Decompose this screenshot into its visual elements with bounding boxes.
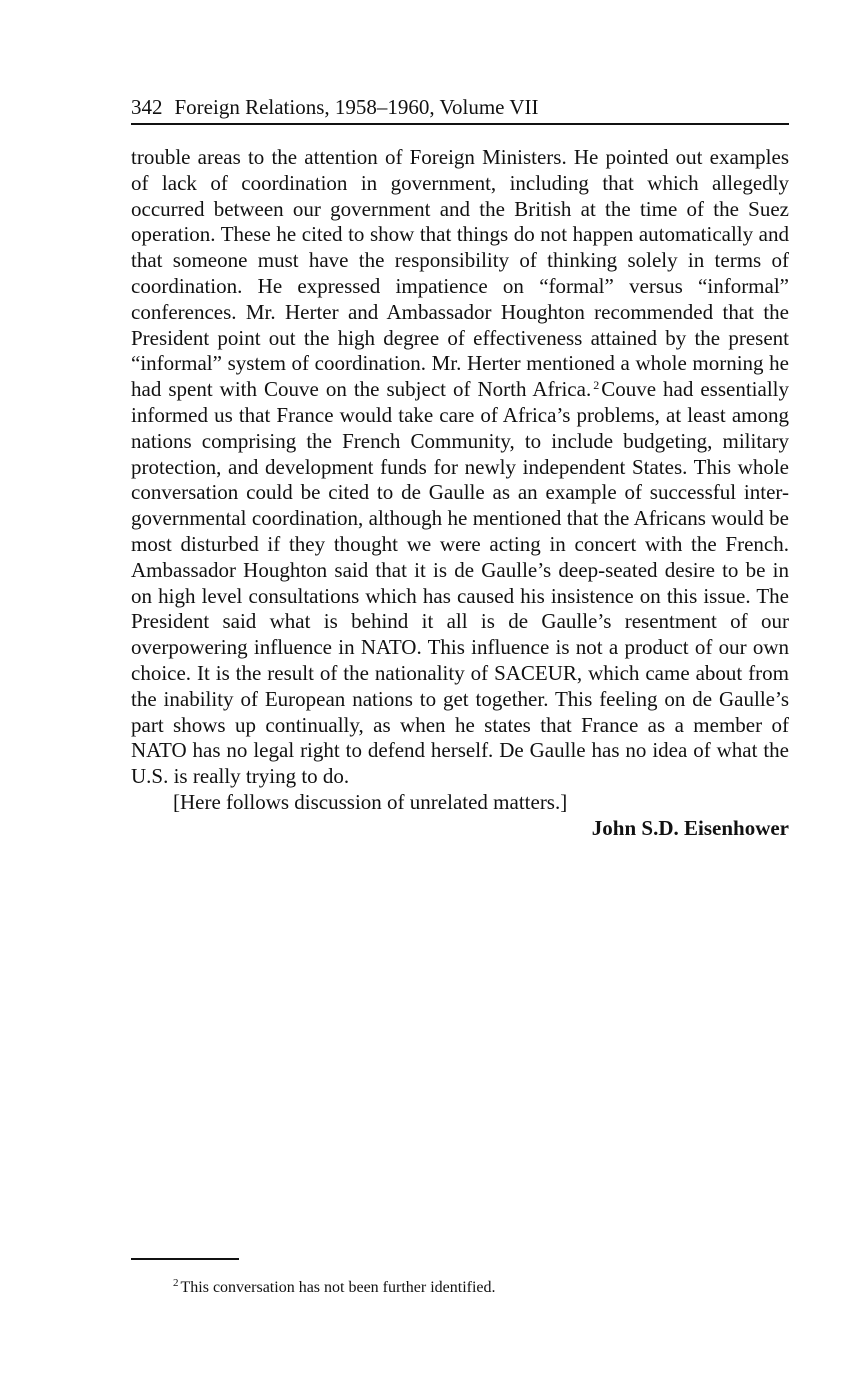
running-head (131, 94, 789, 120)
signature: John S.D. Eisenhower (591, 815, 789, 840)
paragraph-text-part-2: Couve had essentially informed us that France would take care of Africa’s problems, at least among nations comprising the French Community, to include budgeting, military protection, and development funds for newly independent States. This whole conversation could be cited to de Gaulle as an example of successful inter-governmental coordination, although he mentioned that the Africans would be most disturbed if they thought we were acting in concert with the French. Ambassador Houghton said that it is de Gaulle’s deep-seated desire to be in on high level consultations which has caused his insistence on this issue. The President said what is behind it all is de Gaulle’s resentment of our overpowering influence in NATO. This influence is not a product of our own choice. It is the result of the nationality of SACEUR, which came about from the inability of European nations to get together. This feeling on de Gaulle’s part shows up continually, as when he states that France as a member of NATO has no legal right to defend herself. De Gaulle has no idea of what the U.S. is really trying to do. (131, 377, 790, 789)
editorial-note: [Here follows discussion of unrelated matters.] (173, 789, 568, 814)
body-text (131, 145, 789, 842)
header-rule (131, 123, 789, 125)
footnote-text: This conversation has not been further identified. (180, 1279, 496, 1296)
body-paragraph (131, 145, 789, 790)
running-title: Foreign Relations, 1958–1960, Volume VII (174, 95, 539, 119)
footnote-reference: 2 (593, 378, 600, 393)
footnote-number: 2 (173, 1277, 179, 1289)
footnote (173, 1277, 789, 1299)
page-number: 342 (131, 95, 163, 119)
paragraph-text-part-1: trouble areas to the attention of Foreign Ministers. He pointed out examples of lack of coordination in government, including that which allegedly occurred between our government and the British at the time of the Suez operation. These he cited to show that things do not happen automatically and that someone must have the responsibility of thinking solely in terms of coordination. He expressed impatience on “formal” versus “informal” conferences. Mr. Herter and Ambassador Houghton recommended that the President point out the high degree of effectiveness attained by the present “informal” system of coordination. Mr. Herter mentioned a whole morning he had spent with Couve on the subject of North Africa. (131, 145, 789, 402)
footnote-rule (131, 1258, 239, 1260)
document-page (131, 0, 789, 1380)
